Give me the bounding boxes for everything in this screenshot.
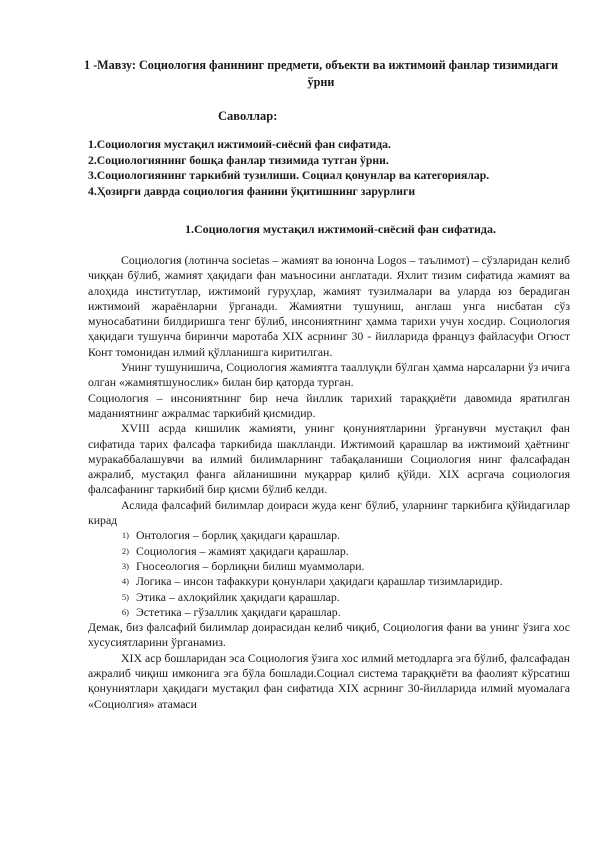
list-item: [88, 590, 570, 605]
list-item: [88, 528, 570, 543]
list-number: 2): [121, 545, 129, 556]
question-item: 1.Социология мустақил ижтимоий-сиёсий фан сифатида.: [88, 138, 391, 151]
paragraph: Социология – инсониятнинг бир неча йиллик тарихий тараққиёти давомида яратилган маданиятнинг ажралмас таркибий қисмидир.: [88, 390, 570, 420]
list-text: Гносеология – борлиқни билиш муаммолари.: [136, 558, 365, 573]
list-item: [88, 544, 570, 559]
list-text: Онтология – борлиқ ҳақидаги қарашлар.: [136, 528, 340, 543]
list-number: 4): [121, 576, 129, 587]
philosophy-branches-list: [88, 528, 570, 620]
list-item: [88, 574, 570, 589]
list-text: Логика – инсон тафаккури қонунлари ҳақидаги қарашлар тизимларидир.: [136, 574, 503, 589]
question-item: 3.Социологиянинг таркибий тузилиши. Социал қонунлар ва категориялар.: [88, 169, 490, 182]
list-text: Эстетика – гўзаллик ҳақидаги қарашлар.: [136, 604, 341, 619]
body-text: [88, 253, 570, 712]
list-number: 6): [121, 606, 129, 617]
questions-heading: Саволлар:: [218, 109, 278, 123]
list-text: Этика – ахлоқийлик ҳақидаги қарашлар.: [136, 589, 340, 604]
list-number: 3): [121, 560, 129, 571]
question-item: 2.Социологиянинг бошқа фанлар тизимида тутган ўрни.: [88, 153, 389, 167]
list-text: Социология – жамият ҳақидаги қарашлар.: [136, 543, 349, 558]
list-number: 1): [121, 530, 129, 541]
paragraph: Унинг тушунишича, Социология жамиятга тааллуқли бўлган ҳамма нарсаларни ўз ичига олган «жамиятшунослик» билан бир қаторда турган.: [88, 360, 570, 390]
paragraph: Социология (лотинча societas – жамият ва юнонча Logos – таълимот) – сўзларидан келиб чиққан бўлиб, жамият ҳақидаги фан маъносини англатади. Яхлит тизим сифатида жамият ва алоҳида институтлар, ижтимоий гуруҳлар, жамият тузилмалари ва уларда юз берадиган ижтимоий жараёнларни ўрганади. Жамиятни тушуниш, англаш унга нисбатан сўз муносабатини билдиришга тенг бўлиб, инсониятнинг ҳамма тарихи учун хосдир. Социология ҳақидаги тушунча биринчи маротаба XIX асрнинг 30 - йилларида француз файласуфи Огюст Конт томонидан илмий қўлланишга киритилган.: [88, 253, 570, 359]
section-heading: 1.Социология мустақил ижтимоий-сиёсий фан сифатида.: [185, 222, 496, 236]
list-item: [88, 605, 570, 620]
list-number: 5): [121, 591, 129, 602]
paragraph: XVIII асрда кишилик жамияти, унинг қонуниятларини ўрганувчи мустақил фан сифатида тарих фалсафа таркибида шаклланди. Ижтимоий қарашлар ва ижтимоий ҳаётнинг муракаббалашувчи ва илмий билимларнинг табақаланиши Социология нинг фалсафадан ажралиб, мустақил фанга айланишини муқаррар қилиб қўйди. XIX асргача социология фалсафанинг таркибий бир қисми бўлиб келди.: [88, 421, 570, 497]
list-item: [88, 559, 570, 574]
document-title: 1 -Мавзу: Социология фанининг предмети, объекти ва ижтимоий фанлар тизимидаги ўрни: [83, 58, 559, 89]
paragraph: Аслида фалсафий билимлар доираси жуда кенг бўлиб, уларнинг таркибига қўйидагилар кирад: [88, 497, 570, 528]
paragraph: Демак, биз фалсафий билимлар доирасидан келиб чиқиб, Социология фани ва унинг ўзига хос хусусиятларини ўрганамиз.: [88, 620, 570, 650]
question-item: 4.Ҳозирги даврда социология фанини ўқитишнинг зарурлиги: [88, 184, 416, 198]
paragraph: XIX аср бошларидан эса Социология ўзига хос илмий методларга эга бўлиб, фалсафадан ажралиб чиқиш имконига эга бўла бошлади.Социал система тараққиёти ва фаолият кўрсатиш қонуниятлари ҳақидаги мустақил фан сифатида XIX асрнинг 30-йилларида илмий муомалага «Социолгия» атамаси: [88, 650, 570, 711]
questions-list: [88, 137, 489, 199]
